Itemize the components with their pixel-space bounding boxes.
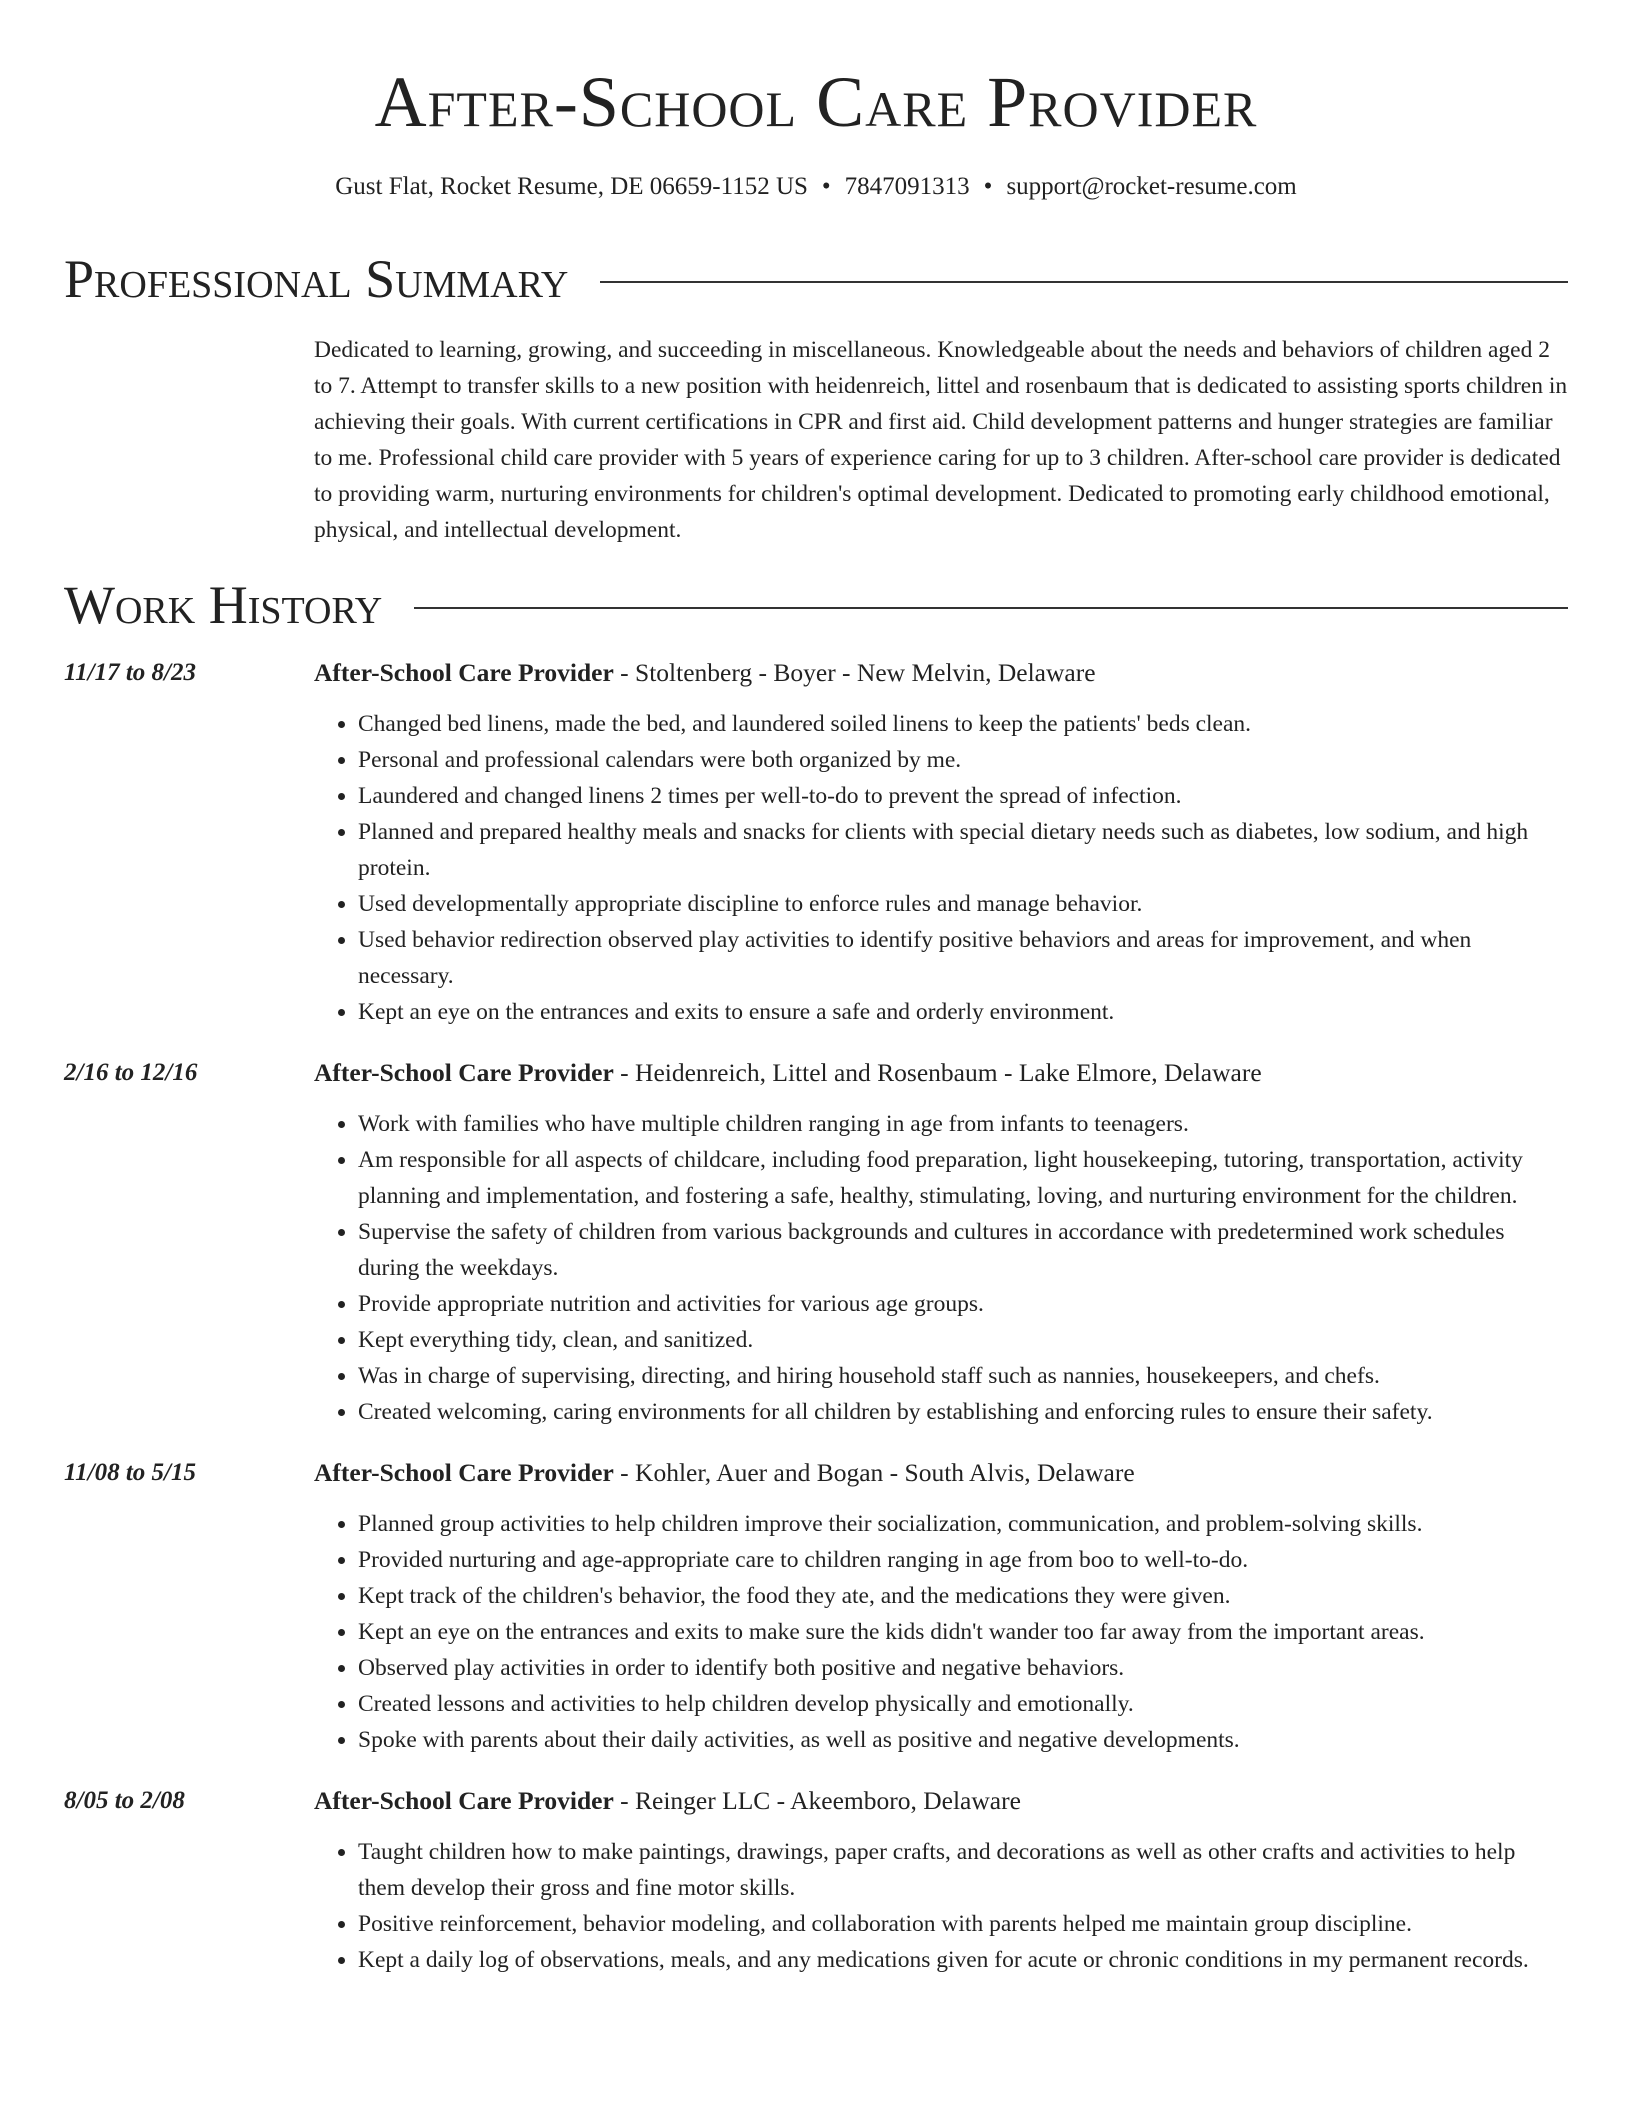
job-bullet: • Used behavior redirection observed play activities to identify positive behaviors and areas for improvement, and when necessary. [358, 922, 1568, 994]
job-role: After-School Care Provider [314, 658, 614, 687]
job-details: - Heidenreich, Littel and Rosenbaum - Lake Elmore, Delaware [613, 1058, 1262, 1087]
work-history-list [64, 656, 1568, 1978]
job-bullets [314, 1106, 1568, 1430]
job-body [314, 656, 1568, 1030]
summary-section-header [64, 249, 1568, 309]
contact-phone: 7847091313 [844, 173, 970, 200]
job-details: - Kohler, Auer and Bogan - South Alvis, Delaware [613, 1458, 1135, 1487]
job-body [314, 1784, 1568, 1978]
job-entry [64, 1784, 1568, 1978]
job-bullets [314, 1834, 1568, 1978]
job-bullet: • Work with families who have multiple children ranging in age from infants to teenagers. [358, 1106, 1568, 1142]
job-bullet: • Kept an eye on the entrances and exits to ensure a safe and orderly environment. [358, 994, 1568, 1030]
job-role: After-School Care Provider [314, 1058, 614, 1087]
job-title-line [314, 1456, 1568, 1490]
job-bullet: • Laundered and changed linens 2 times per well-to-do to prevent the spread of infection. [358, 778, 1568, 814]
job-bullets [314, 1506, 1568, 1758]
job-bullets [314, 706, 1568, 1030]
job-entry [64, 656, 1568, 1030]
job-details: - Stoltenberg - Boyer - New Melvin, Delaware [613, 658, 1096, 687]
job-role: After-School Care Provider [314, 1786, 614, 1815]
contact-separator: • [983, 173, 993, 200]
summary-heading: Professional Summary [64, 249, 569, 309]
job-title-line [314, 1784, 1568, 1818]
job-dates: 8/05 to 2/08 [64, 1787, 185, 1814]
job-bullet: • Personal and professional calendars were both organized by me. [358, 742, 1568, 778]
job-bullet: • Provided nurturing and age-appropriate care to children ranging in age from boo to well-to-do. [358, 1542, 1568, 1578]
job-dates: 2/16 to 12/16 [64, 1059, 198, 1086]
job-bullet: • Am responsible for all aspects of childcare, including food preparation, light housekeeping, tutoring, transportation, activity planning and implementation, and fostering a safe, healthy, stimulating, loving, and nurturing environment for the children. [358, 1142, 1568, 1214]
job-bullet: • Planned and prepared healthy meals and snacks for clients with special dietary needs such as diabetes, low sodium, and high protein. [358, 814, 1568, 886]
job-entry [64, 1456, 1568, 1758]
work-section-header [64, 575, 1568, 635]
summary-text: Dedicated to learning, growing, and succeeding in miscellaneous. Knowledgeable about the needs and behaviors of children aged 2 to 7. Attempt to transfer skills to a new position with heidenreich, littel and rosenbaum that is dedicated to assisting sports children in achieving their goals. With current certifications in CPR and first aid. Child development patterns and hunger strategies are familiar to me. Professional child care provider with 5 years of experience caring for up to 3 children. After-school care provider is dedicated to providing warm, nurturing environments for children's optimal development. Dedicated to promoting early childhood emotional, physical, and intellectual development. [314, 337, 1568, 543]
job-title-line [314, 1056, 1568, 1090]
contact-address: Gust Flat, Rocket Resume, DE 06659-1152 US [335, 173, 808, 200]
contact-email: support@rocket-resume.com [1006, 173, 1297, 200]
job-body [314, 1456, 1568, 1758]
job-bullet: • Kept a daily log of observations, meals, and any medications given for acute or chronic conditions in my permanent records. [358, 1942, 1568, 1978]
job-bullet: • Provide appropriate nutrition and activities for various age groups. [358, 1286, 1568, 1322]
job-entry [64, 1056, 1568, 1430]
section-divider [414, 607, 1568, 609]
job-bullet: • Kept an eye on the entrances and exits to make sure the kids didn't wander too far away from the important areas. [358, 1614, 1568, 1650]
job-bullet: • Supervise the safety of children from various backgrounds and cultures in accordance with predetermined work schedules during the weekdays. [358, 1214, 1568, 1286]
job-title-line [314, 656, 1568, 690]
job-bullet: • Observed play activities in order to identify both positive and negative behaviors. [358, 1650, 1568, 1686]
work-heading: Work History [64, 575, 383, 635]
section-divider [600, 281, 1568, 283]
job-bullet: • Spoke with parents about their daily activities, as well as positive and negative developments. [358, 1722, 1568, 1758]
job-bullet: • Created lessons and activities to help children develop physically and emotionally. [358, 1686, 1568, 1722]
job-bullet: • Taught children how to make paintings, drawings, paper crafts, and decorations as well as other crafts and activities to help them develop their gross and fine motor skills. [358, 1834, 1568, 1906]
contact-separator: • [821, 173, 831, 200]
job-details: - Reinger LLC - Akeemboro, Delaware [613, 1786, 1021, 1815]
job-dates: 11/17 to 8/23 [64, 659, 196, 686]
job-bullet: • Used developmentally appropriate discipline to enforce rules and manage behavior. [358, 886, 1568, 922]
job-bullet: • Kept track of the children's behavior, the food they ate, and the medications they were given. [358, 1578, 1568, 1614]
job-body [314, 1056, 1568, 1430]
job-role: After-School Care Provider [314, 1458, 614, 1487]
contact-line [64, 172, 1568, 202]
job-dates: 11/08 to 5/15 [64, 1459, 196, 1486]
job-bullet: • Kept everything tidy, clean, and sanitized. [358, 1322, 1568, 1358]
job-bullet: • Positive reinforcement, behavior modeling, and collaboration with parents helped me maintain group discipline. [358, 1906, 1568, 1942]
job-bullet: • Changed bed linens, made the bed, and laundered soiled linens to keep the patients' beds clean. [358, 706, 1568, 742]
job-bullet: • Created welcoming, caring environments for all children by establishing and enforcing rules to ensure their safety. [358, 1394, 1568, 1430]
candidate-name: After-School Care Provider [374, 62, 1258, 142]
job-bullet: • Planned group activities to help children improve their socialization, communication, and problem-solving skills. [358, 1506, 1568, 1542]
job-bullet: • Was in charge of supervising, directing, and hiring household staff such as nannies, housekeepers, and chefs. [358, 1358, 1568, 1394]
